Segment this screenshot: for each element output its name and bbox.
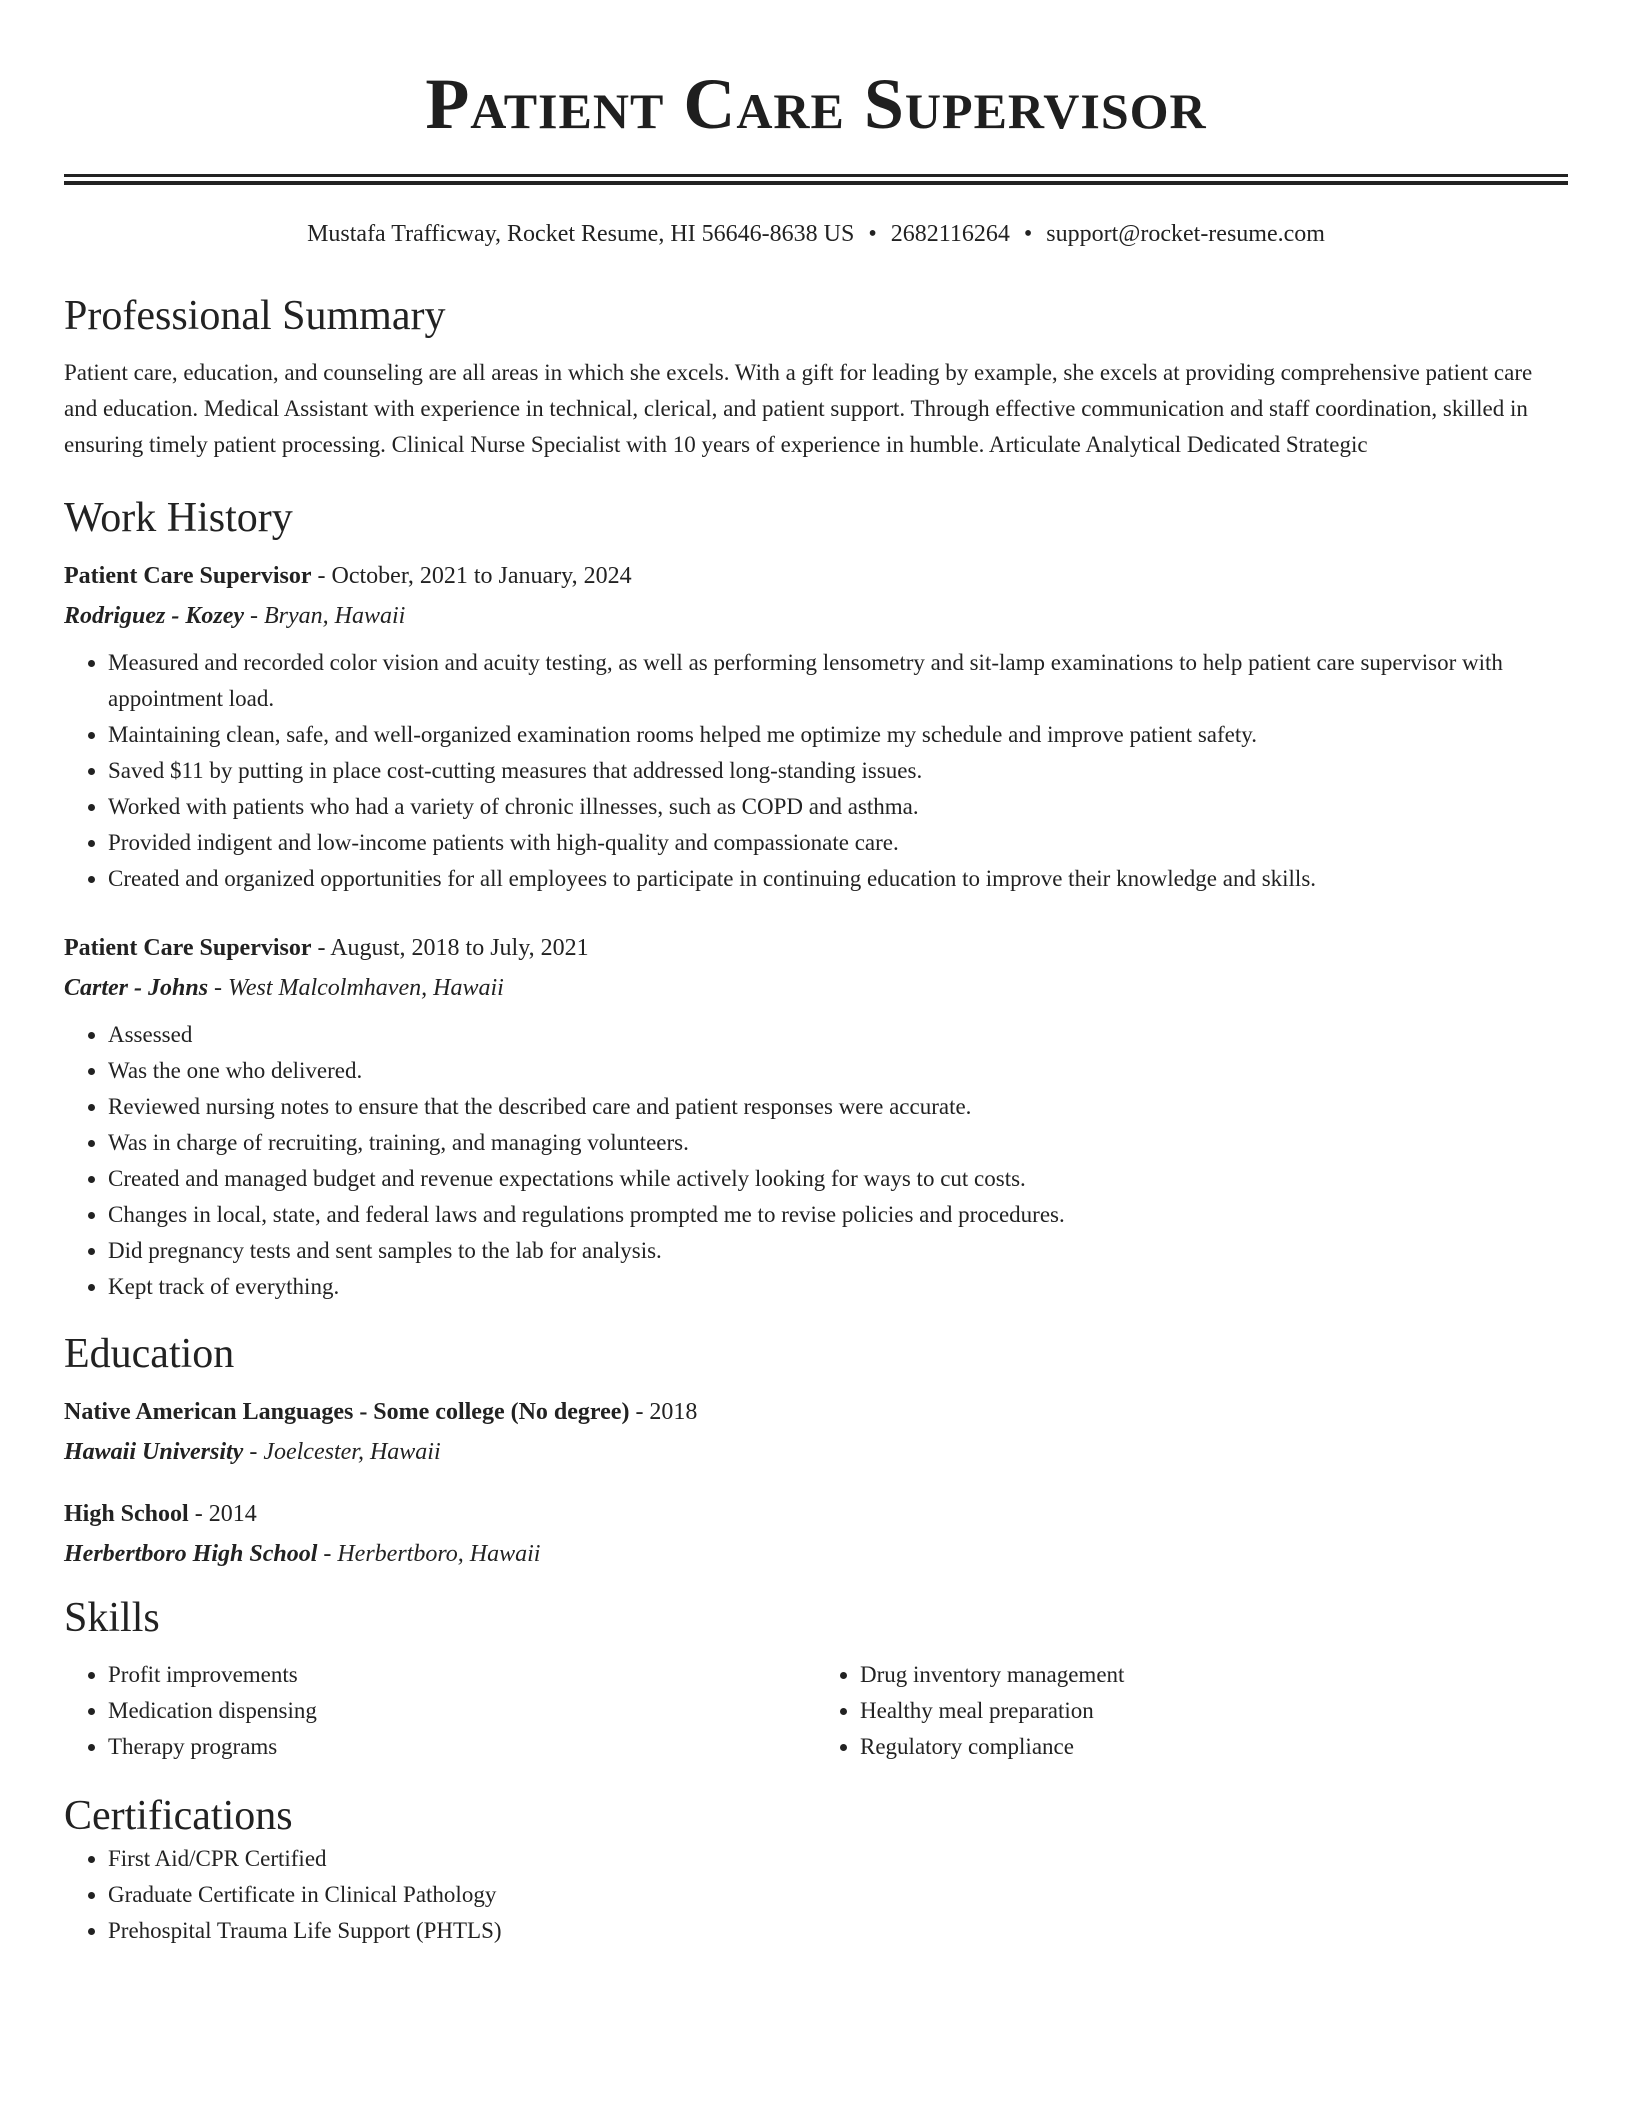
contact-separator: •	[1023, 221, 1033, 247]
education-year: - 2014	[194, 1501, 257, 1527]
summary-heading: Professional Summary	[64, 293, 446, 339]
job-dates: - August, 2018 to July, 2021	[317, 935, 589, 961]
education-degree-line	[64, 1397, 1568, 1427]
education-year: - 2018	[635, 1399, 698, 1425]
list-item: • Reviewed nursing notes to ensure that the described care and patient responses were accurate.	[108, 1089, 1568, 1125]
job-bullet-list	[64, 1017, 1568, 1305]
job-title: Patient Care Supervisor	[64, 935, 312, 961]
list-item: • Did pregnancy tests and sent samples to the lab for analysis.	[108, 1233, 1568, 1269]
list-item: • First Aid/CPR Certified	[108, 1841, 1568, 1877]
list-item: • Changes in local, state, and federal laws and regulations prompted me to revise policies and procedures.	[108, 1197, 1568, 1233]
education-degree: Native American Languages - Some college (No degree)	[64, 1399, 630, 1425]
list-item: • Was the one who delivered.	[108, 1053, 1568, 1089]
education-school: Hawaii University	[64, 1439, 244, 1465]
list-item: • Regulatory compliance	[860, 1729, 1568, 1765]
education-degree: High School	[64, 1501, 189, 1527]
education-entry	[64, 1397, 1568, 1467]
list-item: • Measured and recorded color vision and acuity testing, as well as performing lensometry and sit-lamp examinations to help patient care supervisor with appointment load.	[108, 645, 1568, 717]
skills-grid	[64, 1657, 1568, 1765]
title-double-rule	[64, 174, 1568, 185]
skills-list-left	[64, 1657, 816, 1765]
list-item: • Graduate Certificate in Clinical Pathology	[108, 1877, 1568, 1913]
list-item: • Created and managed budget and revenue expectations while actively looking for ways to cut costs.	[108, 1161, 1568, 1197]
list-item: • Prehospital Trauma Life Support (PHTLS)	[108, 1913, 1568, 1949]
job-entry	[64, 561, 1568, 897]
education-school: Herbertboro High School	[64, 1541, 318, 1567]
education-location: - Herbertboro, Hawaii	[323, 1541, 541, 1567]
education-heading: Education	[64, 1331, 235, 1377]
education-school-line	[64, 1437, 1568, 1467]
job-entry	[64, 933, 1568, 1305]
list-item: • Healthy meal preparation	[860, 1693, 1568, 1729]
summary-text: Patient care, education, and counseling are all areas in which she excels. With a gift for leading by example, she excels at providing comprehensive patient care and education. Medical Assistant with experience in technical, clerical, and patient support. Through effective communication and staff coordination, skilled in ensuring timely patient processing. Clinical Nurse Specialist with 10 years of experience in humble. Articulate Analytical Dedicated Strategic	[64, 360, 1533, 457]
list-item: • Provided indigent and low-income patients with high-quality and compassionate care.	[108, 825, 1568, 861]
list-item: • Maintaining clean, safe, and well-organized examination rooms helped me optimize my schedule and improve patient safety.	[108, 717, 1568, 753]
certifications-list	[64, 1841, 1568, 1949]
education-location: - Joelcester, Hawaii	[249, 1439, 441, 1465]
list-item: • Was in charge of recruiting, training, and managing volunteers.	[108, 1125, 1568, 1161]
job-title-line	[64, 561, 1568, 591]
job-dates: - October, 2021 to January, 2024	[317, 563, 632, 589]
list-item: • Medication dispensing	[108, 1693, 816, 1729]
job-location: - Bryan, Hawaii	[250, 603, 406, 629]
list-item: • Drug inventory management	[860, 1657, 1568, 1693]
contact-email: support@rocket-resume.com	[1046, 221, 1325, 247]
list-item: • Profit improvements	[108, 1657, 816, 1693]
job-company: Rodriguez - Kozey	[64, 603, 244, 629]
list-item: • Created and organized opportunities for all employees to participate in continuing education to improve their knowledge and skills.	[108, 861, 1568, 897]
list-item: • Therapy programs	[108, 1729, 816, 1765]
job-company: Carter - Johns	[64, 975, 209, 1001]
contact-line	[64, 219, 1568, 249]
list-item: • Saved $11 by putting in place cost-cutting measures that addressed long-standing issues.	[108, 753, 1568, 789]
list-item: • Worked with patients who had a variety of chronic illnesses, such as COPD and asthma.	[108, 789, 1568, 825]
resume-title: Patient Care Supervisor	[425, 64, 1207, 144]
contact-phone: 2682116264	[890, 221, 1010, 247]
contact-separator: •	[868, 221, 877, 247]
job-title-line	[64, 933, 1568, 963]
contact-address: Mustafa Trafficway, Rocket Resume, HI 56646-8638 US	[307, 221, 855, 247]
work-history-heading: Work History	[64, 495, 293, 541]
education-degree-line	[64, 1499, 1568, 1529]
education-school-line	[64, 1539, 1568, 1569]
certifications-heading: Certifications	[64, 1793, 293, 1839]
list-item: • Kept track of everything.	[108, 1269, 1568, 1305]
job-bullet-list	[64, 645, 1568, 897]
skills-heading: Skills	[64, 1595, 160, 1641]
job-title: Patient Care Supervisor	[64, 563, 312, 589]
job-company-line	[64, 601, 1568, 631]
job-location: - West Malcolmhaven, Hawaii	[214, 975, 504, 1001]
list-item: • Assessed	[108, 1017, 1568, 1053]
skills-list-right	[816, 1657, 1568, 1765]
job-company-line	[64, 973, 1568, 1003]
education-entry	[64, 1499, 1568, 1569]
